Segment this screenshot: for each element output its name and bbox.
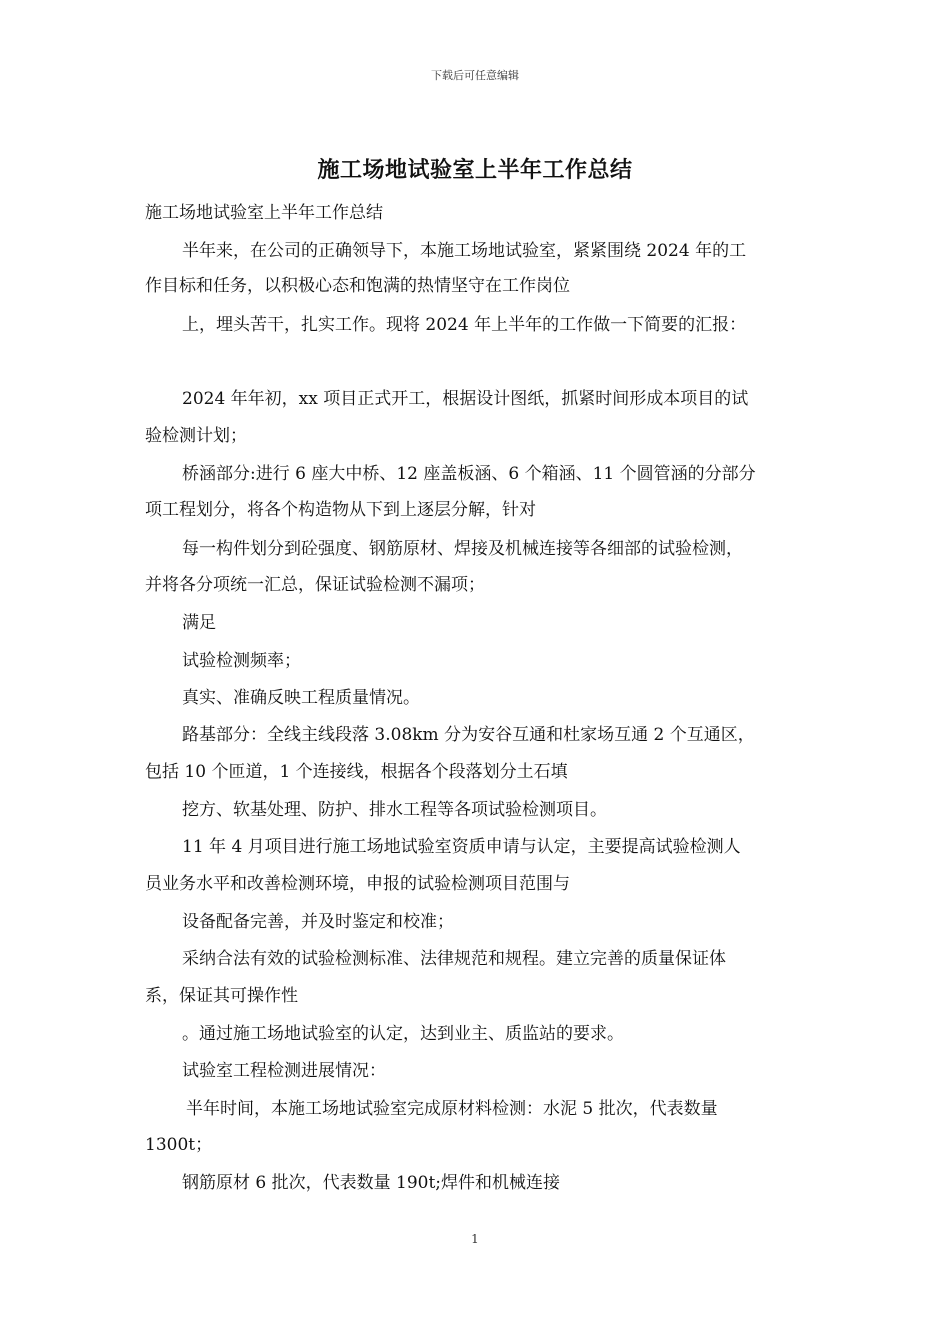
page-number: 1 [471, 1232, 479, 1246]
paragraph-line: 半年时间，本施工场地试验室完成原材料检测：水泥 5 批次，代表数量 [186, 1099, 718, 1119]
paragraph-line: 11 年 4 月项目进行施工场地试验室资质申请与认定，主要提高试验检测人 [182, 837, 741, 857]
paragraph-line: 每一构件划分到砼强度、钢筋原材、焊接及机械连接等各细部的试验检测， [182, 539, 743, 559]
paragraph-line: 上，埋头苦干，扎实工作。现将 2024 年上半年的工作做一下简要的汇报： [182, 315, 747, 335]
paragraph-line: 作目标和任务，以积极心态和饱满的热情坚守在工作岗位 [145, 276, 570, 296]
paragraph-line: 试验室工程检测进展情况： [182, 1061, 386, 1081]
paragraph-line: 半年来，在公司的正确领导下，本施工场地试验室，紧紧围绕 2024 年的工 [182, 241, 747, 261]
paragraph-line: 路基部分：全线主线段落 3.08km 分为安谷互通和杜家场互通 2 个互通区， [182, 725, 755, 745]
paragraph-line: 验检测计划； [145, 426, 247, 446]
paragraph-line: 挖方、软基处理、防护、排水工程等各项试验检测项目。 [182, 800, 607, 820]
paragraph-line: 并将各分项统一汇总，保证试验检测不漏项； [145, 575, 485, 595]
paragraph-line: 1300t； [145, 1135, 213, 1155]
paragraph-line: 。通过施工场地试验室的认定，达到业主、质监站的要求。 [182, 1024, 624, 1044]
paragraph-line: 系，保证其可操作性 [145, 986, 298, 1006]
paragraph-line: 满足 [182, 613, 216, 633]
paragraph-line: 真实、准确反映工程质量情况。 [182, 688, 420, 708]
paragraph-line: 设备配备完善，并及时鉴定和校准； [182, 912, 454, 932]
document-title: 施工场地试验室上半年工作总结 [317, 158, 633, 183]
paragraph-line: 钢筋原材 6 批次，代表数量 190t;焊件和机械连接 [182, 1173, 561, 1193]
paragraph-line: 项工程划分，将各个构造物从下到上逐层分解，针对 [145, 500, 536, 520]
paragraph-line: 采纳合法有效的试验检测标准、法律规范和规程。建立完善的质量保证体 [182, 949, 726, 969]
paragraph-line: 2024 年年初，xx 项目正式开工，根据设计图纸，抓紧时间形成本项目的试 [182, 389, 749, 409]
header-note: 下载后可任意编辑 [431, 69, 519, 82]
paragraph-line: 桥涵部分:进行 6 座大中桥、12 座盖板涵、6 个箱涵、11 个圆管涵的分部分 [182, 464, 756, 484]
subtitle-line: 施工场地试验室上半年工作总结 [145, 203, 383, 223]
paragraph-line: 包括 10 个匝道，1 个连接线，根据各个段落划分土石填 [145, 762, 568, 782]
paragraph-line: 员业务水平和改善检测环境，申报的试验检测项目范围与 [145, 874, 570, 894]
paragraph-line: 试验检测频率； [182, 651, 301, 671]
